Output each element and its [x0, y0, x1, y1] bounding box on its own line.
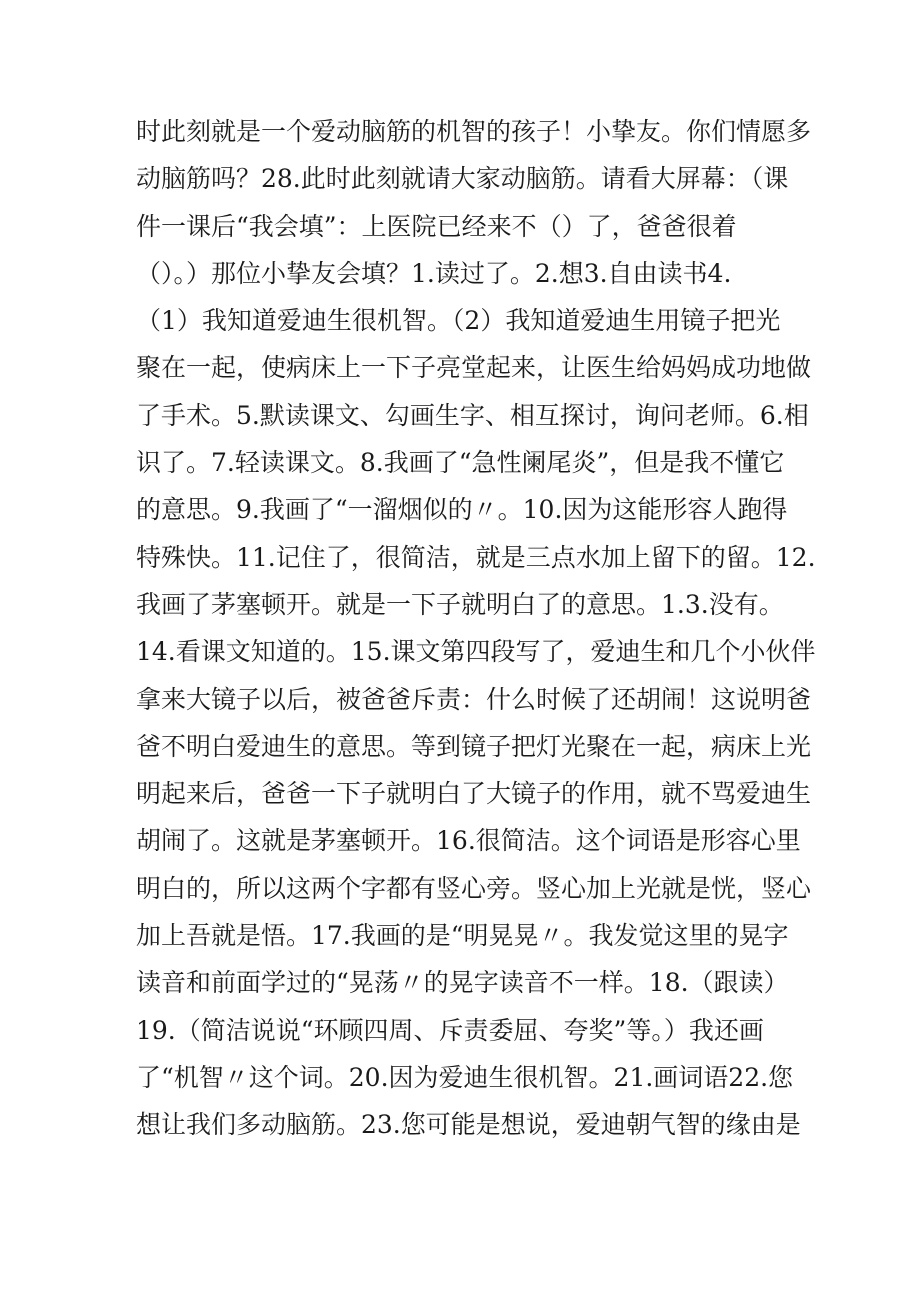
text-line: 拿来大镜子以后，被爸爸斥责：什么时候了还胡闹！这说明爸: [136, 684, 812, 714]
text-line: 动脑筋吗？28.此时此刻就请大家动脑筋。请看大屏幕：（课: [136, 164, 789, 194]
text-line: 明起来后，爸爸一下子就明白了大镜子的作用，就不骂爱迪生: [136, 779, 812, 809]
text-line: 加上吾就是悟。17.我画的是“明晃晃〃。我发觉这里的晃字: [136, 921, 789, 951]
text-line: 识了。7.轻读课文。8.我画了“急性阑尾炎”，但是我不懂它: [136, 448, 785, 478]
text-line: 读音和前面学过的“晃荡〃的晃字读音不一样。18.（跟读）: [136, 968, 789, 998]
text-line: 的意思。9.我画了“一溜烟似的〃。10.因为这能形容人跑得: [136, 495, 788, 525]
text-line: 聚在一起，使病床上一下子亮堂起来，让医生给妈妈成功地做: [136, 353, 812, 383]
text-line: 了手术。5.默读课文、勾画生字、相互探讨，询问老师。6.相: [136, 400, 809, 430]
text-line: 爸不明白爱迪生的意思。等到镜子把灯光聚在一起，病床上光: [136, 731, 812, 761]
text-line: 明白的，所以这两个字都有竖心旁。竖心加上光就是恍，竖心: [136, 873, 812, 903]
text-line: 胡闹了。这就是茅塞顿开。16.很简洁。这个词语是形容心里: [136, 826, 801, 856]
body-text: [136, 108, 816, 1149]
text-line: 想让我们多动脑筋。23.您可能是想说，爱迪朝气智的缘由是: [136, 1110, 801, 1140]
text-line: （1）我知道爱迪生很机智。（2）我知道爱迪生用镜子把光: [136, 306, 781, 336]
text-line: 特殊快。11.记住了，很简洁，就是三点水加上留下的留。12.: [136, 542, 816, 572]
text-line: 14.看课文知道的。15.课文第四段写了，爱迪生和几个小伙伴: [136, 637, 816, 667]
text-line: （）。）那位小挚友会填？1.读过了。2.想3.自由读书4.: [136, 258, 732, 288]
text-line: 我画了茅塞顿开。就是一下子就明白了的意思。1.3.没有。: [136, 589, 784, 619]
text-line: 时此刻就是一个爱动脑筋的机智的孩子！小挚友。你们情愿多: [136, 117, 812, 146]
text-line: 件一课后“我会填”：上医院已经来不（）了，爸爸很着: [136, 211, 737, 241]
text-line: 19.（简洁说说“环顾四周、斥责委屈、夸奖”等。）我还画: [136, 1015, 764, 1045]
text-line: 了“机智〃这个词。20.因为爱迪生很机智。21.画词语22.您: [136, 1062, 794, 1092]
